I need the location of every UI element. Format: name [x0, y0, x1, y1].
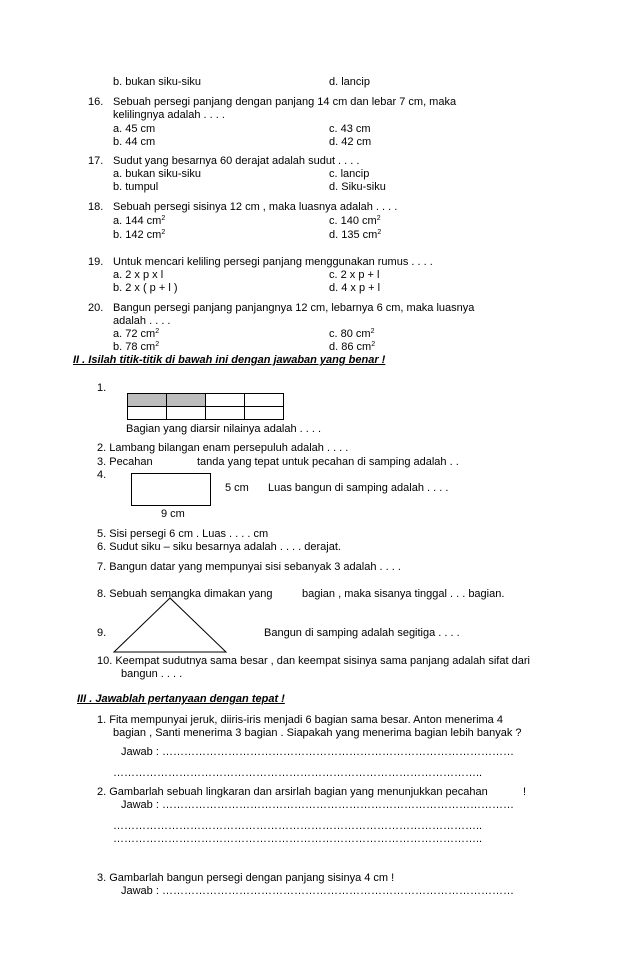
q18-option-c: c. 140 $cm^2$	[329, 215, 381, 227]
q16-option-d: d. 42 cm	[329, 136, 372, 148]
q16-number: 16.	[88, 96, 104, 108]
q17-number: 17.	[88, 155, 104, 167]
q18-option-a: a. 144 $cm^2$	[113, 215, 166, 227]
q17-option-c: c. lancip	[329, 168, 370, 180]
q20-option-a: a. 72 $cm^2$	[113, 328, 160, 340]
q17-option-b: b. tumpul	[113, 181, 159, 193]
q17-option-d: d. Siku-siku	[329, 181, 386, 193]
part2-heading: II . Isilah titik-titik di bawah ini dengan jawaban yang benar !	[73, 354, 386, 366]
p2-q3-part-b: tanda yang tepat untuk pecahan di samping adalah . .	[197, 456, 459, 468]
p3-q1-answer: Jawab : ……………………………………………………………………………………	[121, 746, 514, 758]
rectangle-side-label: 5 cm	[225, 482, 249, 494]
q17-text: Sudut yang besarnya 60 derajat adalah sudut . . . .	[113, 155, 360, 167]
q20-option-b: b. 78 $cm^2$	[113, 341, 160, 353]
q16-option-a: a. 45 cm	[113, 123, 156, 135]
p2-q8-part-b: bagian , maka sisanya tinggal . . . bagian.	[302, 588, 505, 600]
p2-q2: 2. Lambang bilangan enam persepuluh adalah . . . .	[97, 442, 349, 454]
p2-q6: 6. Sudut siku – siku besarnya adalah . . . . derajat.	[97, 541, 341, 553]
q16-option-c: c. 43 cm	[329, 123, 371, 135]
q19-option-c: c. 2 x p + l	[329, 269, 380, 281]
p3-q1-text-1: 1. Fita mempunyai jeruk, diiris-iris menjadi 6 bagian sama besar. Anton menerima 4	[97, 714, 503, 726]
p2-q10-text-2: bangun . . . .	[121, 668, 183, 680]
p3-q2-mark: !	[523, 786, 527, 798]
q18-text: Sebuah persegi sisinya 12 cm , maka luasnya adalah . . . .	[113, 201, 398, 213]
p2-q5: 5. Sisi persegi 6 cm . Luas . . . . cm	[97, 528, 269, 540]
q16-text-1: Sebuah persegi panjang dengan panjang 14 cm dan lebar 7 cm, maka	[113, 96, 457, 108]
p3-q2-text: 2. Gambarlah sebuah lingkaran dan arsirlah bagian yang menunjukkan pecahan	[97, 786, 488, 798]
q20-text-1: Bangun persegi panjang panjangnya 12 cm, lebarnya 6 cm, maka luasnya	[113, 302, 475, 314]
p3-q2-dots-1: ………………………………………………………………………………………..	[113, 820, 483, 832]
p2-q9-text: Bangun di samping adalah segitiga . . . .	[264, 627, 460, 639]
q19-option-d: d. 4 x p + l	[329, 282, 381, 294]
rectangle-bottom-label: 9 cm	[161, 508, 185, 520]
q20-option-c: c. 80 $cm^2$	[329, 328, 375, 340]
q18-number: 18.	[88, 201, 104, 213]
p2-q10-text-1: 10. Keempat sudutnya sama besar , dan keempat sisinya sama panjang adalah sifat dari	[97, 655, 530, 667]
rectangle-figure	[131, 473, 211, 506]
q16-option-b: b. 44 cm	[113, 136, 156, 148]
q16-text-2: kelilingnya adalah . . . .	[113, 109, 225, 121]
q19-text: Untuk mencari keliling persegi panjang menggunakan rumus . . . .	[113, 256, 433, 268]
p2-q1-number: 1.	[97, 382, 107, 394]
p3-q2-dots-2: ………………………………………………………………………………………..	[113, 833, 483, 845]
q15-option-b: b. bukan siku-siku	[113, 76, 202, 88]
q18-option-d: d. 135 $cm^2$	[329, 229, 382, 241]
q20-option-d: d. 86 $cm^2$	[329, 341, 376, 353]
q20-number: 20.	[88, 302, 104, 314]
q15-option-d: d. lancip	[329, 76, 370, 88]
p3-q1-text-2: bagian , Santi menerima 3 bagian . Siapakah yang menerima bagian lebih banyak ?	[113, 727, 522, 739]
p2-q3-part-a: 3. Pecahan	[97, 456, 153, 468]
q20-text-2: adalah . . . .	[113, 315, 171, 327]
p3-q3-answer: Jawab : ……………………………………………………………………………………	[121, 885, 514, 897]
p3-q1-dots: ………………………………………………………………………………………..	[113, 767, 483, 779]
p2-q9-number: 9.	[97, 627, 107, 639]
p3-q3-text: 3. Gambarlah bangun persegi dengan panjang sisinya 4 cm !	[97, 872, 395, 884]
q19-option-b: b. 2 x ( p + l )	[113, 282, 178, 294]
p2-q7: 7. Bangun datar yang mempunyai sisi sebanyak 3 adalah . . . .	[97, 561, 401, 573]
q17-option-a: a. bukan siku-siku	[113, 168, 202, 180]
part3-heading: III . Jawablah pertanyaan dengan tepat !	[77, 693, 285, 705]
p3-q2-answer: Jawab : ……………………………………………………………………………………	[121, 799, 514, 811]
p2-q8-part-a: 8. Sebuah semangka dimakan yang	[97, 588, 273, 600]
triangle-figure	[112, 596, 228, 654]
p2-q4-number: 4.	[97, 469, 107, 481]
q19-option-a: a. 2 x p x l	[113, 269, 164, 281]
q18-option-b: b. 142 $cm^2$	[113, 229, 166, 241]
q19-number: 19.	[88, 256, 104, 268]
p2-q1-caption: Bagian yang diarsir nilainya adalah . . . .	[126, 423, 322, 435]
p2-q4-text: Luas bangun di samping adalah . . . .	[268, 482, 449, 494]
